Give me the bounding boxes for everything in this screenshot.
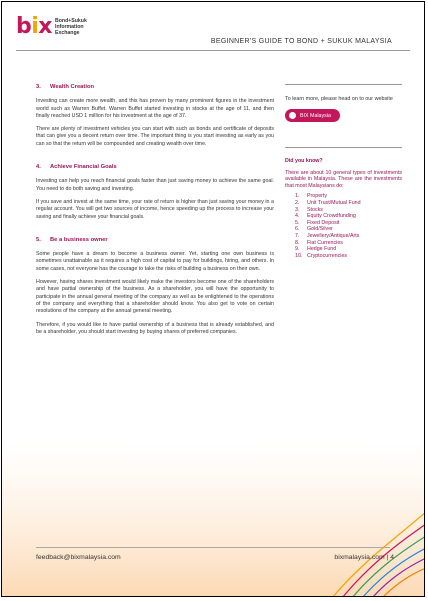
list-item xyxy=(285,246,402,253)
list-number: 7. xyxy=(295,232,300,239)
document-page xyxy=(1,1,425,597)
list-item xyxy=(285,200,402,207)
logo-text-line: Bond+Sukuk xyxy=(55,18,87,24)
page-number: 4 xyxy=(390,554,394,561)
footer-email[interactable]: feedback@bixmalaysia.com xyxy=(36,554,121,561)
section-heading: Achieve Financial Goals xyxy=(50,164,117,171)
list-number: 1. xyxy=(295,193,300,200)
investment-list xyxy=(285,193,402,259)
section-number: 4. xyxy=(36,164,41,171)
footer-site[interactable]: bixmalaysia.com xyxy=(334,554,385,561)
section-number: 3. xyxy=(36,84,41,90)
list-number: 3. xyxy=(295,206,300,213)
sidebar xyxy=(285,84,402,124)
button-label: BIX Malaysia xyxy=(300,112,331,119)
list-number: 8. xyxy=(295,239,300,246)
section-heading: Wealth Creation xyxy=(50,84,95,90)
bix-malaysia-button[interactable] xyxy=(285,109,340,122)
list-number: 2. xyxy=(295,199,300,206)
list-label: Unit Trust/Mutual Fund xyxy=(307,199,361,206)
main-content xyxy=(36,84,274,342)
list-item xyxy=(285,240,402,247)
section-number: 5. xyxy=(36,236,41,243)
did-you-know-text: There are about 10 general types of investments available in Malaysia. These are the investments that most Malaysians do: xyxy=(285,169,402,189)
list-number: 10. xyxy=(295,252,303,259)
list-label: Hedge Fund xyxy=(307,246,337,253)
list-item xyxy=(285,233,402,240)
logo-mark: bix xyxy=(16,14,52,39)
paragraph: There are plenty of investment vehicles you can start with such as bonds and certificate of deposits that can give you a decent return over time. The important thing is you start investing as early as you can so that the return will be compounded and creating wealth over time. xyxy=(36,126,274,147)
list-number: 9. xyxy=(295,246,300,253)
paragraph: Investing can help you reach financial goals faster than just saving money to achieve the same goal. You need to do both saving and investing. xyxy=(36,178,274,192)
list-item xyxy=(285,226,402,233)
header-title: BEGINNER'S GUIDE TO BOND + SUKUK MALAYSIA xyxy=(210,38,392,45)
list-number: 5. xyxy=(295,219,300,226)
section-title-wealth-creation xyxy=(36,84,274,91)
list-item xyxy=(285,220,402,227)
logo-text-line: Information xyxy=(55,24,84,30)
footer-site-and-page: bixmalaysia.com | 4 xyxy=(334,554,394,561)
paragraph: However, having shares investment would likely make the investors become one of the shareholders and have partial ownership of the business. As a shareholder, you will have the opportunity to participate in the annual general meeting of the company as well as be enlightened to the operations of the company and everything that a shareholder should know. You also get to vote on certain resolutions of the company at the annual general meeting. xyxy=(36,279,274,315)
paragraph: If you save and invest at the same time, your rate of return is higher than just saving your money in a regular account. You will get two sources of income, hence speeding up the process to increase your saving and finally achieve your financial goals. xyxy=(36,198,274,220)
logo-text-line: Exchange xyxy=(55,30,80,36)
section-title-business-owner xyxy=(36,237,274,244)
list-label: Jewellery/Antique/Arts xyxy=(307,232,360,239)
did-you-know-title: Did you know? xyxy=(285,158,323,164)
list-label: Fixed Deposit xyxy=(307,219,340,226)
learn-more-text: To learn more, please head on to our website xyxy=(285,96,393,102)
list-label: Gold/Silver xyxy=(307,226,333,233)
list-item xyxy=(285,193,402,200)
list-item xyxy=(285,213,402,220)
list-item xyxy=(285,253,402,260)
footer-divider xyxy=(36,547,390,548)
list-item xyxy=(285,207,402,214)
bix-icon xyxy=(289,112,296,119)
list-label: Cryptocurrencies xyxy=(307,252,348,259)
bix-logo xyxy=(16,16,87,38)
list-label: Equity Crowdfunding xyxy=(307,213,356,220)
list-label: Stocks xyxy=(307,206,323,213)
section-title-financial-goals xyxy=(36,164,274,171)
header-divider xyxy=(16,50,410,51)
decorative-swirl xyxy=(2,442,425,597)
logo-text xyxy=(55,18,87,36)
sidebar-divider xyxy=(285,147,402,148)
did-you-know-box xyxy=(285,158,402,259)
list-number: 6. xyxy=(295,226,300,233)
list-number: 4. xyxy=(295,213,300,220)
list-label: Fiat Currencies xyxy=(307,239,343,246)
section-heading: Be a business owner xyxy=(50,236,108,243)
paragraph: Some people have a dream to become a business owner. Yet, starting one own business is sometimes unattainable as it requires a high cost of capital to pay for buildings, hiring, and others. In some cases, not everyone has the courage to take the risks of building a business on their own. xyxy=(36,251,274,272)
paragraph: Investing can create more wealth, and this has proven by many prominent figures in the investment world such as Warren Buffet. Warren Buffet started investing in stocks at the age of 11, and then finally reached USD 1 million for his investment at the age of 37. xyxy=(36,98,274,119)
list-label: Property xyxy=(307,193,328,200)
paragraph: Therefore, if you would like to have partial ownership of a business that is already established, and be a shareholder, you should start investing by buying shares of preferred companies. xyxy=(36,321,274,335)
